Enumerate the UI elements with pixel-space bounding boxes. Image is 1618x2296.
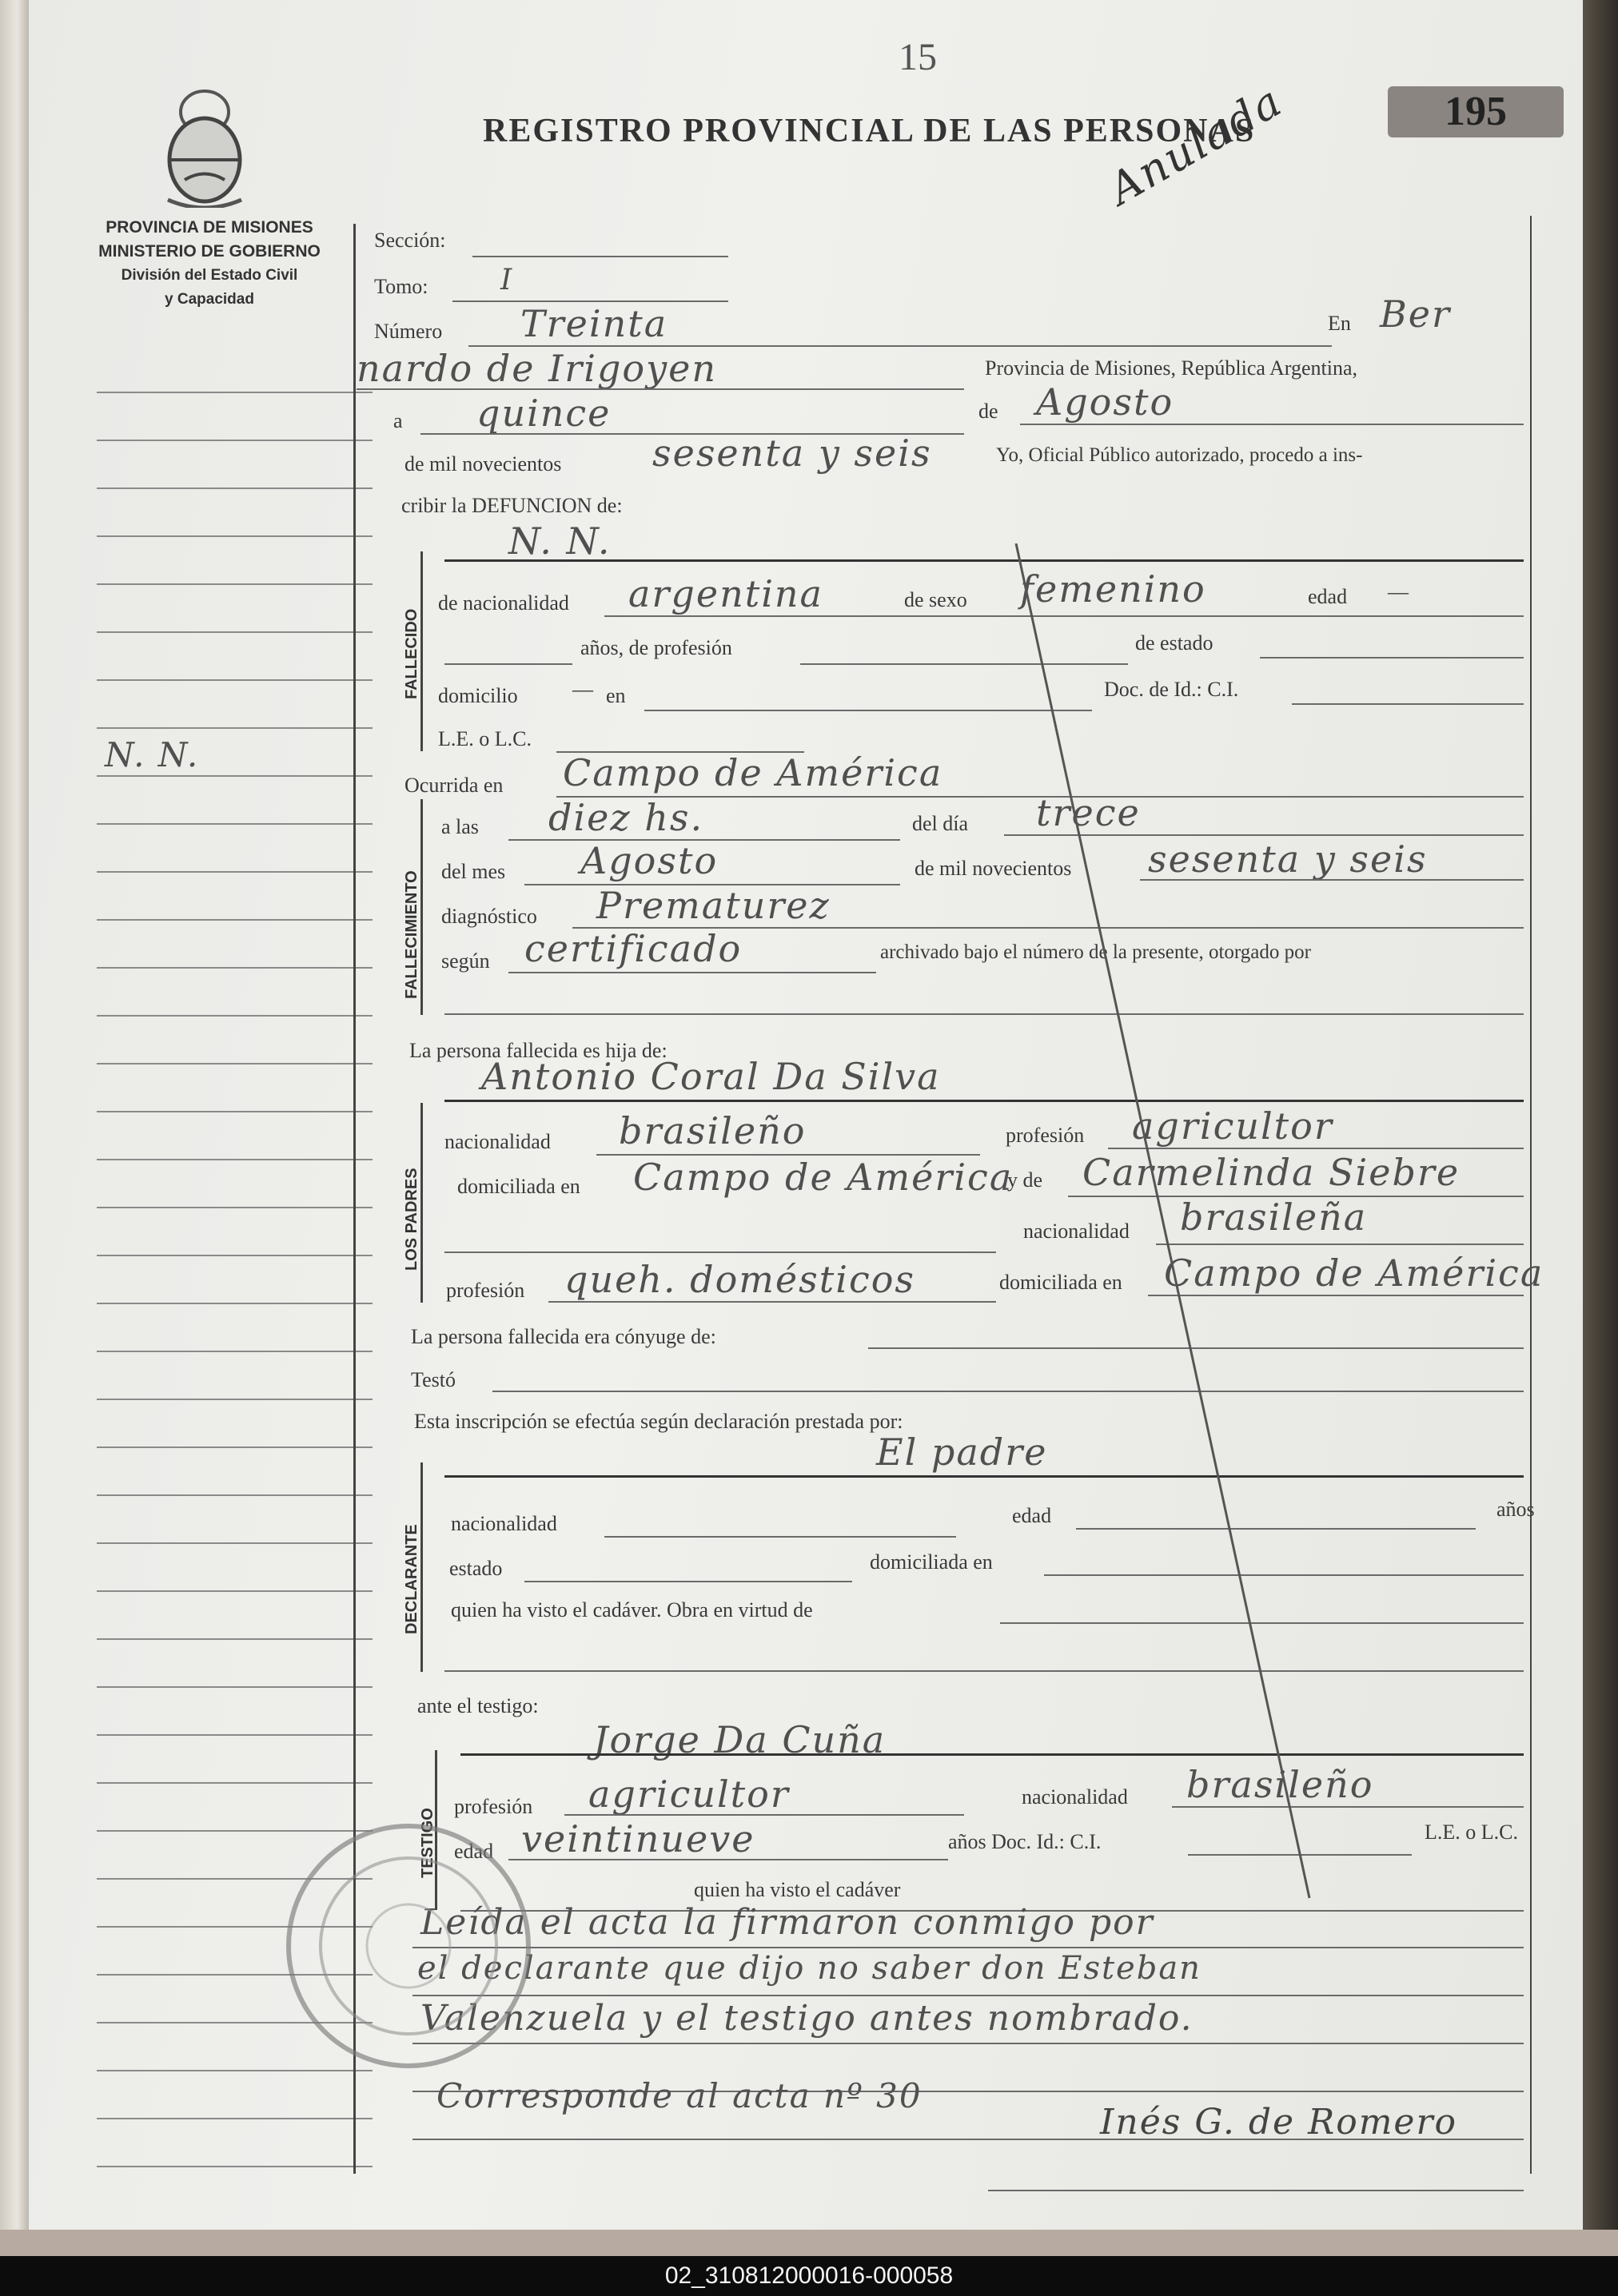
madre-domiciliada-label: domiciliada en bbox=[999, 1271, 1122, 1294]
diagnostico-value: Prematurez bbox=[596, 884, 831, 927]
padre-nacionalidad: brasileño bbox=[619, 1109, 807, 1152]
signature: Inés G. de Romero bbox=[1100, 2102, 1457, 2143]
le-label: L.E. o L.C. bbox=[438, 727, 532, 750]
doc-label: Doc. de Id.: C.I. bbox=[1104, 678, 1239, 701]
sexo-value: femenino bbox=[1020, 567, 1206, 611]
en-value: Ber bbox=[1380, 292, 1452, 336]
test-le-label: L.E. o L.C. bbox=[1425, 1820, 1518, 1844]
ocurrida-value: Campo de América bbox=[563, 751, 943, 794]
madre-profesion: queh. domésticos bbox=[564, 1258, 916, 1301]
testo-label: Testó bbox=[411, 1368, 456, 1391]
edad-value: — bbox=[1388, 580, 1409, 603]
test-profesion-label: profesión bbox=[454, 1795, 533, 1818]
decl-nacionalidad-label: nacionalidad bbox=[451, 1512, 557, 1535]
padre-profesion: agricultor bbox=[1132, 1104, 1333, 1148]
anio-value: sesenta y seis bbox=[652, 432, 932, 475]
domicilio-label: domicilio bbox=[438, 684, 518, 707]
madre-nacionalidad: brasileña bbox=[1180, 1196, 1368, 1239]
numero-value: Treinta bbox=[520, 302, 668, 345]
province-heading: PROVINCIA DE MISIONES MINISTERIO DE GOBIERNO División del Estado Civil y Capacidad bbox=[98, 218, 321, 308]
conyuge-text: La persona fallecida era cónyuge de: bbox=[411, 1325, 716, 1348]
de-mil2-label: de mil novecientos bbox=[915, 857, 1072, 880]
hora-value: diez hs. bbox=[548, 796, 704, 839]
test-nacionalidad-value: brasileño bbox=[1186, 1763, 1374, 1806]
cribir-text: cribir la DEFUNCION de: bbox=[401, 494, 623, 517]
segun-label: según bbox=[441, 949, 490, 973]
fallecimiento-side-label: FALLECIMIENTO bbox=[403, 870, 420, 999]
numero-label: Número bbox=[374, 320, 443, 343]
book-spine bbox=[0, 0, 29, 2256]
sexo-label: de sexo bbox=[904, 588, 967, 611]
tomo-value: I bbox=[500, 264, 514, 296]
test-edad-label: edad bbox=[454, 1840, 494, 1863]
en2-label: en bbox=[606, 684, 626, 707]
test-anios-doc-label: años Doc. Id.: C.I. bbox=[948, 1830, 1102, 1853]
de-mil-label: de mil novecientos bbox=[404, 452, 562, 476]
en-label: En bbox=[1328, 312, 1351, 335]
stamp-number: 195 bbox=[1388, 86, 1564, 137]
test-cadaver-text: quien ha visto el cadáver bbox=[694, 1878, 901, 1901]
form-right-border bbox=[1530, 216, 1532, 2174]
fallecido-side-label: FALLECIDO bbox=[403, 608, 420, 699]
page-title: REGISTRO PROVINCIAL DE LAS PERSONAS bbox=[483, 113, 1256, 149]
corresponde-text: Corresponde al acta nº 30 bbox=[436, 2076, 923, 2115]
del-mes-label: del mes bbox=[441, 860, 506, 883]
segun-value: certificado bbox=[524, 927, 743, 970]
tomo-label: Tomo: bbox=[374, 275, 428, 298]
yo-text: Yo, Oficial Público autorizado, procedo a ins- bbox=[996, 444, 1363, 466]
ocurrida-label: Ocurrida en bbox=[404, 774, 504, 797]
madre-nacionalidad-label: nacionalidad bbox=[1023, 1220, 1130, 1243]
provincia-text: Provincia de Misiones, República Argentina, bbox=[985, 356, 1357, 380]
inscripcion-text: Esta inscripción se efectúa según declaración prestada por: bbox=[414, 1410, 903, 1433]
register-page bbox=[29, 0, 1583, 2230]
archivado-text: archivado bajo el número de la presente, otorgado por bbox=[880, 941, 1311, 963]
nacionalidad-label: de nacionalidad bbox=[438, 591, 569, 615]
page-number: 15 bbox=[899, 36, 937, 78]
padre-domicilio: Campo de América bbox=[633, 1156, 1014, 1199]
padre-nombre: Antonio Coral Da Silva bbox=[481, 1055, 941, 1098]
a-las-label: a las bbox=[441, 815, 479, 838]
test-edad-value: veintinueve bbox=[521, 1817, 755, 1860]
padre-nacionalidad-label: nacionalidad bbox=[444, 1130, 551, 1153]
dia2-value: trece bbox=[1036, 791, 1141, 834]
nota-line3: Valenzuela y el testigo antes nombrado. bbox=[420, 1998, 1194, 2039]
official-seal-icon bbox=[277, 1814, 540, 2078]
y-de-label: y de bbox=[1007, 1168, 1043, 1192]
madre-profesion-label: profesión bbox=[446, 1279, 525, 1302]
declarante-nombre: El padre bbox=[876, 1431, 1048, 1474]
nacionalidad-value: argentina bbox=[628, 572, 823, 615]
annulment-annotation: Anulada bbox=[1100, 75, 1291, 215]
domicilio-value: — bbox=[572, 678, 593, 701]
madre-nombre: Carmelinda Siebre bbox=[1082, 1151, 1461, 1194]
anio2-value: sesenta y seis bbox=[1148, 838, 1428, 881]
ante-testigo-text: ante el testigo: bbox=[417, 1694, 539, 1717]
decl-anios-label: años bbox=[1496, 1498, 1535, 1521]
bottom-background bbox=[0, 2230, 1618, 2256]
decl-estado-label: estado bbox=[449, 1557, 503, 1580]
madre-domicilio: Campo de América bbox=[1164, 1251, 1544, 1295]
a-label: a bbox=[393, 409, 403, 432]
estado-label: de estado bbox=[1135, 631, 1214, 655]
dia-value: quince bbox=[476, 392, 612, 435]
del-dia-label: del día bbox=[912, 812, 969, 835]
nota-line2: el declarante que dijo no saber don Esteban bbox=[417, 1950, 1202, 1987]
fallecido-nombre: N. N. bbox=[508, 519, 612, 563]
anios-profesion-label: años, de profesión bbox=[580, 636, 732, 659]
seccion-label: Sección: bbox=[374, 229, 446, 252]
de-label: de bbox=[978, 400, 998, 423]
decl-edad-label: edad bbox=[1012, 1504, 1052, 1527]
hija-text: La persona fallecida es hija de: bbox=[409, 1039, 668, 1062]
padre-profesion-label: profesión bbox=[1006, 1124, 1085, 1147]
mes-value: Agosto bbox=[1036, 380, 1174, 424]
test-nacionalidad-label: nacionalidad bbox=[1022, 1785, 1128, 1809]
diagnostico-label: diagnóstico bbox=[441, 905, 537, 928]
testigo-nombre: Jorge Da Cuña bbox=[593, 1718, 887, 1761]
decl-cadaver-text: quien ha visto el cadáver. Obra en virtud de bbox=[451, 1598, 813, 1622]
filename-caption: 02_310812000016-000058 bbox=[0, 2256, 1618, 2296]
nota-line1: Leída el acta la firmaron conmigo por bbox=[420, 1902, 1154, 1943]
test-profesion-value: agricultor bbox=[588, 1773, 790, 1816]
mes2-value: Agosto bbox=[580, 839, 719, 882]
lugar-value: nardo de Irigoyen bbox=[357, 347, 717, 390]
edad-label: edad bbox=[1308, 585, 1348, 608]
padre-domiciliada-label: domiciliada en bbox=[457, 1175, 580, 1198]
book-edge bbox=[1583, 0, 1618, 2230]
annulment-stroke bbox=[1012, 543, 1316, 1902]
testigo-side-label: TESTIGO bbox=[419, 1808, 436, 1878]
coat-of-arms-icon bbox=[157, 80, 253, 208]
declarante-side-label: DECLARANTE bbox=[403, 1524, 420, 1634]
padres-side-label: LOS PADRES bbox=[403, 1168, 420, 1271]
decl-domiciliada-label: domiciliada en bbox=[870, 1550, 993, 1574]
margin-note: N. N. bbox=[105, 735, 200, 774]
